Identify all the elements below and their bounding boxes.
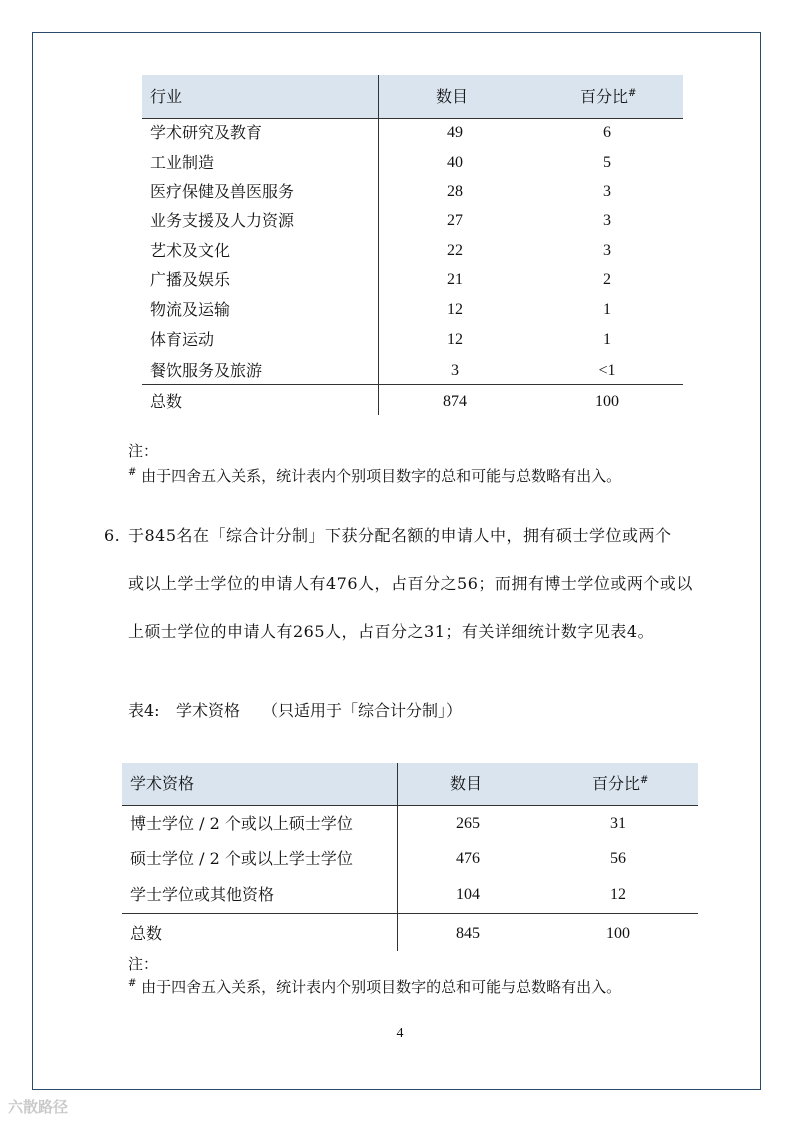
- column-divider: [378, 75, 379, 415]
- table-row-count: 27: [447, 212, 463, 229]
- table-row-count: 12: [447, 301, 463, 318]
- note-text: # 由于四舍五入关系，统计表内个别项目数字的总和可能与总数略有出入。: [128, 467, 622, 485]
- note-label: 注：: [128, 955, 159, 973]
- table-row-percent: 31: [610, 815, 626, 832]
- table-row-percent: 3: [603, 242, 611, 259]
- table-row-percent: <1: [598, 362, 616, 379]
- paragraph-line: 或以上学士学位的申请人有476人，占百分之56；而拥有博士学位或两个或以: [128, 574, 693, 593]
- table-row-count: 21: [447, 271, 463, 288]
- table-row-label: 硕士学位 / 2 个或以上学士学位: [130, 849, 353, 868]
- table-row-count: 22: [447, 242, 463, 259]
- total-label: 总数: [150, 392, 183, 411]
- paragraph-line: 于845名在「综合计分制」下获分配名额的申请人中，拥有硕士学位或两个: [128, 526, 672, 545]
- total-rule: [142, 384, 683, 385]
- page-number: 4: [396, 1026, 404, 1041]
- table-caption-title: 学术资格: [176, 701, 241, 720]
- table-row-percent: 1: [603, 301, 611, 318]
- table-row-label: 学士学位或其他资格: [130, 885, 275, 904]
- table-row-count: 104: [456, 886, 480, 903]
- paragraph-line: 上硕士学位的申请人有265人，占百分之31；有关详细统计数字见表4。: [128, 622, 655, 641]
- table-row-label: 广播及娱乐: [150, 270, 231, 289]
- header-count: 数目: [436, 87, 469, 106]
- table-row-percent: 3: [603, 183, 611, 200]
- table-row-count: 12: [447, 331, 463, 348]
- watermark-text: 六散路径: [8, 1098, 69, 1116]
- table-row-label: 餐饮服务及旅游: [150, 361, 263, 380]
- note-label: 注：: [128, 442, 159, 460]
- table-row-count: 28: [447, 183, 463, 200]
- total-percent: 100: [595, 393, 619, 410]
- table-row-count: 49: [447, 124, 463, 141]
- total-rule: [122, 913, 698, 914]
- total-label: 总数: [130, 924, 163, 943]
- table-row-count: 265: [456, 815, 480, 832]
- table-row-percent: 1: [603, 331, 611, 348]
- total-count: 845: [456, 925, 480, 942]
- header-rule: [142, 118, 683, 119]
- table-row-label: 工业制造: [150, 153, 215, 172]
- note-text: # 由于四舍五入关系，统计表内个别项目数字的总和可能与总数略有出入。: [128, 978, 622, 996]
- table-row-label: 学术研究及教育: [150, 123, 263, 142]
- table-row-percent: 56: [610, 850, 626, 867]
- table-caption-label: 表4:: [128, 701, 160, 720]
- table-row-percent: 6: [603, 124, 611, 141]
- header-qualification: 学术资格: [130, 774, 195, 793]
- table-row-label: 体育运动: [150, 330, 215, 349]
- table-row-count: 3: [451, 362, 459, 379]
- header-percent: 百分比#: [580, 87, 637, 106]
- watermark-logo: [8, 1096, 68, 1117]
- column-divider: [397, 763, 398, 951]
- paragraph-number: 6.: [104, 526, 121, 545]
- header-percent: 百分比#: [592, 774, 649, 793]
- header-count: 数目: [450, 774, 483, 793]
- table-row-label: 物流及运输: [150, 300, 231, 319]
- table-row-percent: 5: [603, 154, 611, 171]
- table-row-label: 医疗保健及兽医服务: [150, 182, 295, 201]
- table-caption-subtitle: （只适用于「综合计分制」）: [262, 701, 463, 720]
- total-count: 874: [443, 393, 467, 410]
- table-row-percent: 2: [603, 271, 611, 288]
- table-row-count: 476: [456, 850, 480, 867]
- header-rule: [122, 805, 698, 806]
- table-row-count: 40: [447, 154, 463, 171]
- table-row-percent: 12: [610, 886, 626, 903]
- table-row-label: 博士学位 / 2 个或以上硕士学位: [130, 814, 353, 833]
- table-row-label: 业务支援及人力资源: [150, 211, 295, 230]
- table-row-label: 艺术及文化: [150, 241, 231, 260]
- header-industry: 行业: [150, 87, 183, 106]
- table-row-percent: 3: [603, 212, 611, 229]
- total-percent: 100: [606, 925, 630, 942]
